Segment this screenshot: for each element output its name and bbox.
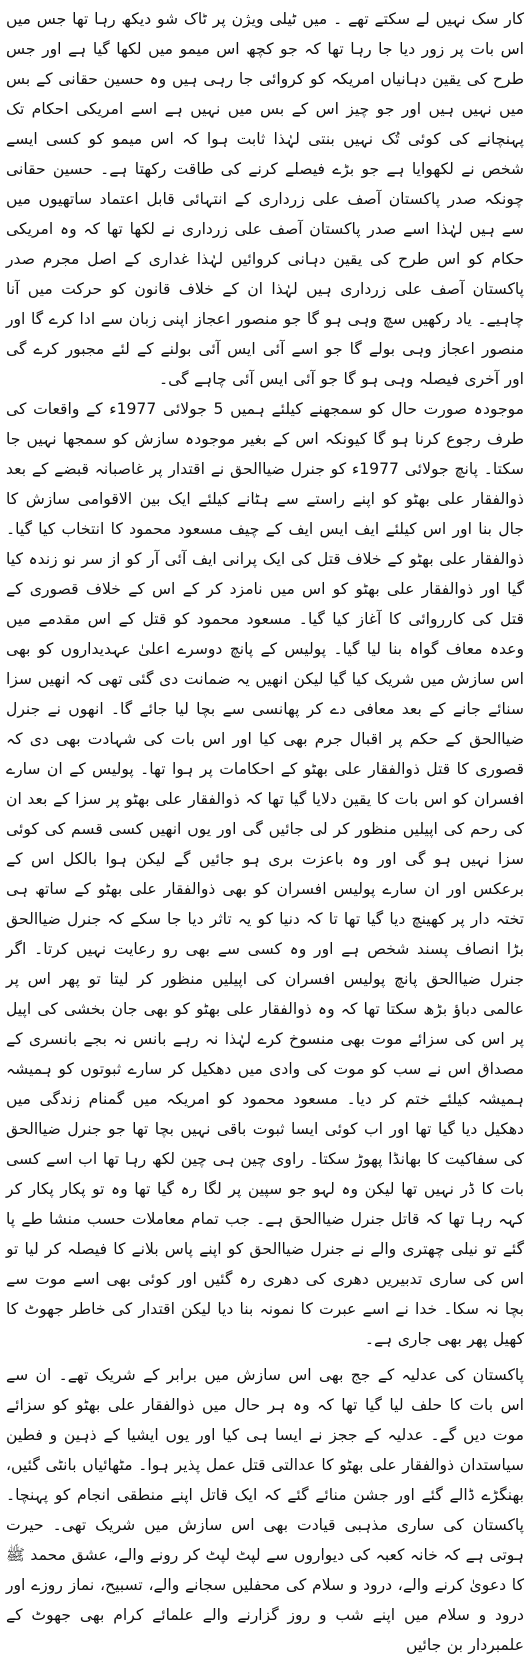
article-paragraph-3: پاکستان کی عدلیہ کے جج بھی اس سازش میں برابر کے شریک تھے۔ ان سے اس بات کا حلف لیا گیا تھا کہ وہ ہر حال میں ذوالفقار علی بھٹو کو سزائے موت دیں گے۔ عدلیہ کے ججز نے ایسا ہی کیا اور یوں ایشیا کے ذہین و فطین سیاستدان ذوالفقار علی بھٹو کا عدالتی قتل عمل پذیر ہوا۔ مٹھائیاں بانٹی گئیں، بھنگڑے ڈالے گئے اور جشن منائے گئے کہ ایک قاتل اپنے منطقی انجام کو پہنچا۔ پاکستان کی ساری مذہبی قیادت بھی اس سازش میں شریک تھی۔ حیرت ہوتی ہے کہ خانہ کعبہ کی دیواروں سے لپٹ لپٹ کر رونے والے، عشق محمد ﷺ کا دعویٰ کرنے والے، درود و سلام کی محفلیں سجانے والے، تسبیح، نماز روزے اور درود و سلام میں اپنے شب و روز گزارنے والے علمائے کرام بھی جھوٹ کے علمبردار بن جائیں	[6, 1366, 524, 1654]
article-paragraph-2: موجودہ صورت حال کو سمجھنے کیلئے ہمیں 5 جولائی 1977ء کے واقعات کی طرف رجوع کرنا ہو گا کیونکہ اس کے بغیر موجودہ سازش کو سمجھا نہیں جا سکتا۔ پانچ جولائی 1977ء کو جنرل ضیاالحق نے اقتدار پر غاصبانہ قبضے کے بعد ذوالفقار علی بھٹو کو اپنے راستے سے ہٹانے کیلئے ایک بین الاقوامی سازش کا جال بنا اور اس کیلئے ایف ایس ایف کے چیف مسعود محمود کا انتخاب کیا گیا۔ ذوالفقار علی بھٹو کے خلاف قتل کی ایک پرانی ایف آئی آر کو از سر نو زندہ کیا گیا اور ذوالفقار علی بھٹو کو اس میں نامزد کر کے اس کے خلاف قصوری کے قتل کی کارروائی کا آغاز کیا گیا۔ مسعود محمود کو قتل کے اس مقدمے میں وعدہ معاف گواہ بنا لیا گیا۔ پولیس کے پانچ دوسرے اعلیٰ عہدیداروں کو بھی اس سازش میں شریک کیا گیا لیکن انھیں یہ ضمانت دی گئی تھی کہ انھیں سزا سنائے جانے کے بعد معافی دے کر پھانسی سے بچا لیا جائے گا۔ انھوں نے جنرل ضیاالحق کے حکم پر اقبال جرم بھی کیا اور اس بات کی شہادت بھی دی کہ قصوری کا قتل ذوالفقار علی بھٹو کے احکامات پر ہوا تھا۔ پولیس کے ان سارے افسران کو اس بات کا یقین دلایا گیا تھا کہ ذوالفقار علی بھٹو پر سزا کے بعد ان کی رحم کی اپیلیں منظور کر لی جائیں گی اور یوں انھیں کسی قسم کی کوئی سزا نہیں ہو گی اور وہ باعزت بری ہو جائیں گے لیکن ہوا بالکل اس کے برعکس اور ان سارے پولیس افسران کو بھی ذوالفقار علی بھٹو کے ساتھ ہی تختہ دار پر کھینچ دیا گیا تھا تا کہ دنیا کو یہ تاثر دیا جا سکے کہ جنرل ضیاالحق بڑا انصاف پسند شخص ہے اور وہ کسی سے بھی رو رعایت نہیں کرتا۔ اگر جنرل ضیاالحق پانچ پولیس افسران کی اپیلیں منظور کر لیتا تو پھر اس پر عالمی دباؤ بڑھ سکتا تھا کہ وہ ذوالفقار علی بھٹو کو بھی جان بخشی کی اپیل پر اس کی سزائے موت بھی منسوخ کرے لہٰذا نہ رہے بانس نہ بجے بانسری کے مصداق اس نے سب کو موت کی وادی میں دھکیل کر سارے ثبوتوں کو ہمیشہ ہمیشہ کیلئے ختم کر دیا۔ مسعود محمود کو امریکہ میں گمنام زندگی میں دھکیل دیا گیا تھا اور اب کوئی ایسا ثبوت باقی نہیں بچا تھا جو جنرل ضیاالحق کی سفاکیت کا بھانڈا پھوڑ سکتا۔ راوی چین ہی چین لکھ رہا تھا اب اسے کسی بات کا ڈر نہیں تھا لیکن وہ لہو جو سپین پر لگا رہ گیا تھا وہ تو پکار پکار کر کہہ رہا تھا کہ قاتل جنرل ضیاالحق ہے۔ جب تمام معاملات حسب منشا طے پا گئے تو نیلی چھتری والے نے جنرل ضیاالحق کو اپنے پاس بلانے کا فیصلہ کر لیا تو اس کی ساری تدبیریں دھری کی دھری رہ گئیں اور کوئی بھی اسے موت سے بچا نہ سکا۔ خدا نے اسے عبرت کا نمونہ بنا دیا لیکن اقتدار کی خاطر جھوٹ کا کھیل پھر بھی جاری ہے۔	[6, 400, 524, 1348]
article-paragraph-1: کار سک نہیں لے سکتے تھے ۔ میں ٹیلی ویژن پر ٹاک شو دیکھ رہا تھا جس میں اس بات پر زور دیا جا رہا تھا کہ جو کچھ اس میمو میں لکھا گیا ہے اور جس طرح کی یقین دہانیاں امریکہ کو کروائی جا رہی ہیں وہ حسین حقانی کے بس میں نہیں ہیں اور جو چیز اس کے بس میں نہیں ہے اسے امریکی احکام تک پہنچانے کی کوئی تُک نہیں بنتی لہٰذا ثابت ہوا کہ اس میمو کو کسی ایسے شخص نے لکھوایا ہے جو بڑے فیصلے کرنے کی طاقت رکھتا ہے۔ حسین حقانی چونکہ صدر پاکستان آصف علی زرداری کے انتہائی قابل اعتماد ساتھیوں میں سے ہیں لہٰذا اسے صدر پاکستان آصف علی زرداری نے لکھا تھا کہ وہ امریکی حکام کو اس طرح کی یقین دہانی کروائیں لہٰذا غداری کے اصل مجرم صدر پاکستان آصف علی زرداری ہیں لہٰذا ان کے خلاف قانون کو حرکت میں آنا چاہیے۔ یاد رکھیں سچ وہی ہو گا جو منصور اعجاز اپنی زبان سے ادا کرے گا اور منصور اعجاز وہی بولے گا جو اسے آئی ایس آئی بولنے کے لئے مجبور کرے گی اور آخری فیصلہ وہی ہو گا جو آئی ایس آئی چاہے گی۔	[6, 10, 524, 388]
